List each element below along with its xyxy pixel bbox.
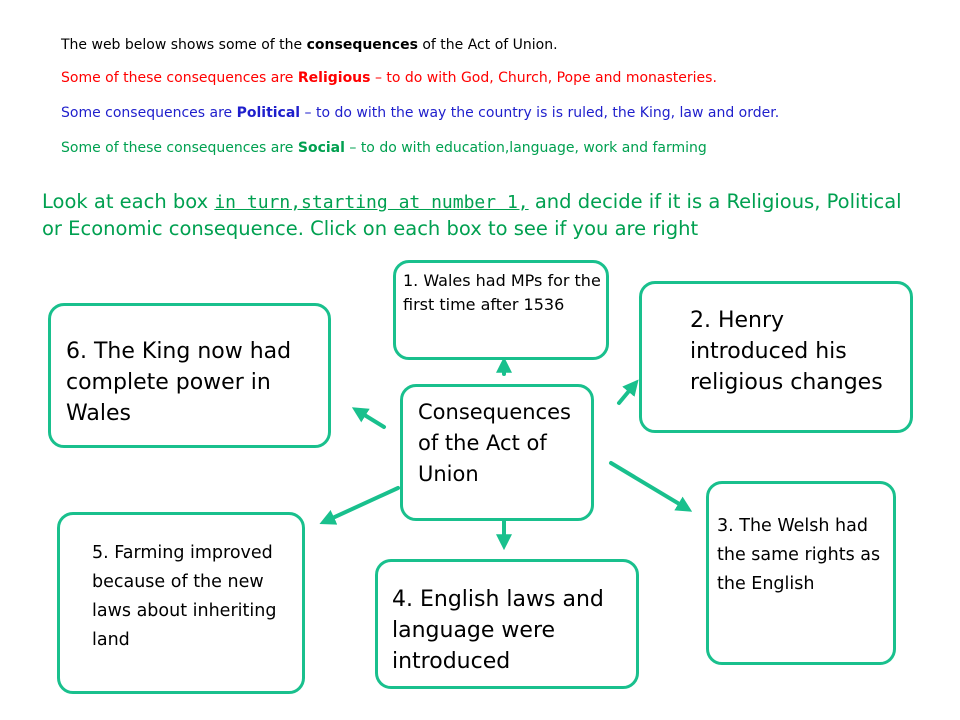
intro-text: Some of these consequences are <box>61 70 298 86</box>
consequence-text: 3. The Welsh had the same rights as the English <box>717 516 881 594</box>
arrow-to-box3 <box>611 463 686 508</box>
central-topic-box <box>400 384 594 521</box>
intro-keyword: Religious <box>297 70 371 86</box>
consequence-box-2[interactable] <box>639 281 913 433</box>
arrow-to-box6 <box>358 411 384 427</box>
consequence-box-1[interactable] <box>393 260 609 360</box>
intro-keyword: consequences <box>306 37 418 53</box>
instruction-text-end: and decide if it is a Religious, Political or Economic consequence. Click on each box to see if you are right <box>42 190 902 240</box>
arrow-to-box2 <box>619 385 634 403</box>
central-topic-label: Consequences of the Act of Union <box>418 400 571 486</box>
instruction-underlined: in turn,starting at number 1, <box>214 192 529 213</box>
consequence-box-3[interactable] <box>706 481 896 665</box>
consequence-text: 5. Farming improved because of the new laws about inheriting land <box>92 543 277 650</box>
intro-text: – to do with education,language, work and farming <box>344 140 707 156</box>
intro-keyword: Social <box>297 140 345 156</box>
arrow-to-box5 <box>326 488 398 521</box>
intro-text: – to do with the way the country is is ruled, the King, law and order. <box>300 105 780 121</box>
consequence-box-4[interactable] <box>375 559 639 689</box>
consequence-box-5[interactable] <box>57 512 305 694</box>
intro-text: – to do with God, Church, Pope and monasteries. <box>370 70 717 86</box>
consequence-text: 6. The King now had complete power in Wales <box>66 339 292 426</box>
intro-text: Some of these consequences are <box>61 140 298 156</box>
instruction-text-start: Look at each box <box>42 190 215 213</box>
intro-text: Some consequences are <box>61 105 237 121</box>
consequence-text: 4. English laws and language were introduced <box>392 587 604 674</box>
consequence-text: 1. Wales had MPs for the first time after 1536 <box>403 271 601 314</box>
consequence-box-6[interactable] <box>48 303 331 448</box>
intro-text: The web below shows some of the <box>61 37 307 53</box>
intro-keyword: Political <box>236 105 301 121</box>
intro-text: of the Act of Union. <box>417 37 558 53</box>
consequence-text: 2. Henry introduced his religious changes <box>690 308 883 395</box>
